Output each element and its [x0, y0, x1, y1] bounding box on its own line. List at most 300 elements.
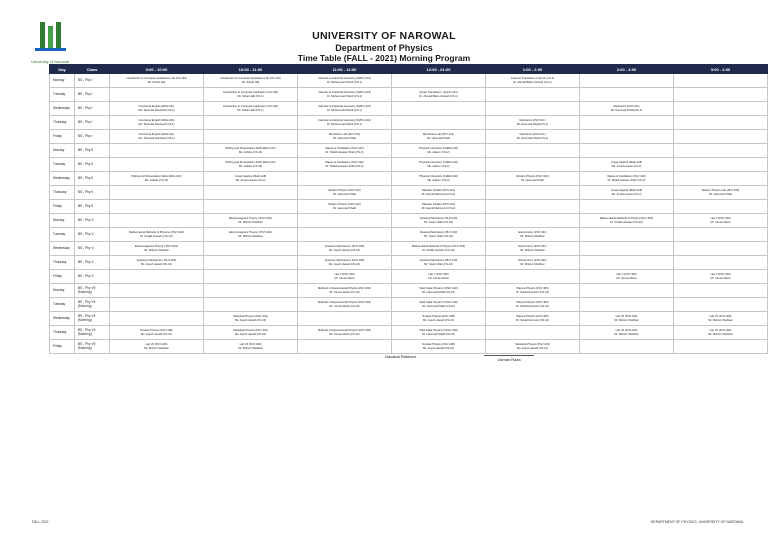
- slot-cell: [486, 270, 580, 284]
- slot-cell: [298, 158, 392, 172]
- course-name: Lab V (PHY-306): [710, 272, 731, 276]
- instructor-name: Mr. Mohsin Shahbaz: [238, 346, 263, 350]
- course-name: Pakistan Studies (PKS-101): [421, 202, 456, 206]
- slot-cell: [392, 228, 486, 242]
- slot-cell: [486, 74, 580, 88]
- course-name: Lessons Translation of Quran (LS-1): [510, 76, 555, 80]
- slot-cell: [110, 102, 204, 116]
- instructor-name: Ms. Amara Anees (CS-2): [611, 164, 642, 168]
- slot-cell: [204, 326, 298, 340]
- slot-cell: [392, 242, 486, 256]
- slot-cell: [392, 130, 486, 144]
- table-row: [50, 200, 768, 214]
- slot-cell: [486, 214, 580, 228]
- course-name: Lab VII (PHY-409): [615, 314, 638, 318]
- slot-cell: [298, 144, 392, 158]
- slot-cell: [392, 158, 486, 172]
- slot-cell: [298, 186, 392, 200]
- instructor-name: Ms. Asbiha (CS-16): [238, 150, 263, 154]
- slot-cell: [298, 130, 392, 144]
- slot-cell: [204, 172, 298, 186]
- instructor-name: Ms. Asbiha (CS-16): [144, 178, 169, 182]
- instructor-name: Ms. Adeem (CS-2): [427, 150, 450, 154]
- slot-cell: [674, 74, 768, 88]
- slot-cell: [298, 270, 392, 284]
- course-name: Pakistan Studies (PKS-101): [421, 188, 456, 192]
- class-cell: BS - Phy II: [75, 144, 110, 158]
- slot-cell: [580, 158, 674, 172]
- slot-cell: [110, 298, 204, 312]
- course-name: Mechanics (PHY-101): [613, 104, 640, 108]
- instructor-name: Mr. Mohsin Shahbaz: [144, 346, 169, 350]
- slot-cell: [392, 144, 486, 158]
- slot-cell: [298, 102, 392, 116]
- slot-cell: [486, 340, 580, 354]
- instructor-name: Dr. Khalid Hussain (CS-16): [140, 234, 173, 238]
- slot-cell: [580, 270, 674, 284]
- slot-cell: [486, 88, 580, 102]
- column-header: Class: [75, 65, 110, 74]
- slot-cell: [674, 256, 768, 270]
- slot-cell: [110, 74, 204, 88]
- course-name: Waves & Oscillations (PHY-102): [325, 146, 364, 150]
- slot-cell: [298, 284, 392, 298]
- instructor-name: Dr. Khalid Hussain (CS-16): [610, 220, 643, 224]
- slot-cell: [486, 298, 580, 312]
- course-name: Lab V (PHY-306): [710, 216, 731, 220]
- slot-cell: [204, 102, 298, 116]
- slot-cell: [298, 172, 392, 186]
- instructor-name: Ms. Adeem (CS-2): [427, 178, 450, 182]
- class-cell: BS - Phy V: [75, 242, 110, 256]
- course-name: Linear Algebra (Math-128): [610, 188, 643, 192]
- slot-cell: [486, 228, 580, 242]
- slot-cell: [204, 256, 298, 270]
- slot-cell: [486, 186, 580, 200]
- slot-cell: [486, 242, 580, 256]
- instructor-name: Mr. Sohail Jalil (CS-1): [237, 108, 264, 112]
- day-cell: Tuesday: [50, 298, 75, 312]
- slot-cell: [204, 298, 298, 312]
- instructor-name: Ms. Ayesh Javaid (CS-16): [328, 262, 361, 266]
- footer-left: FALL 2021: [32, 520, 49, 524]
- slot-cell: [580, 144, 674, 158]
- slot-cell: [204, 284, 298, 298]
- course-name: Physical Chemistry (CHEM-102): [419, 160, 458, 164]
- course-name: Electromagnetic Theory-I (PHY-301): [134, 244, 179, 248]
- timetable-title: Time Table (FALL - 2021) Morning Program: [297, 53, 471, 63]
- signature-left: Nazakat Rabbani: [385, 354, 416, 359]
- slot-cell: [580, 116, 674, 130]
- slot-cell: [392, 214, 486, 228]
- course-name: Solid State Physics-II (PHY-402): [419, 300, 458, 304]
- column-header: 3:00 - 4:00: [674, 65, 768, 74]
- table-row: [50, 312, 768, 326]
- slot-cell: [580, 130, 674, 144]
- slot-cell: [110, 326, 204, 340]
- class-cell: BS - Phy V: [75, 270, 110, 284]
- slot-cell: [204, 186, 298, 200]
- instructor-name: Mr. Hammad Khalil (CS-1): [610, 108, 643, 112]
- course-name: Electronics-I (PHY-331): [518, 230, 547, 234]
- course-name: Mathematical Methods of Physics (PHY-304): [599, 216, 654, 220]
- slot-cell: [674, 186, 768, 200]
- slot-cell: [486, 284, 580, 298]
- day-cell: Friday: [50, 340, 75, 354]
- course-name: Quantum Mechanics-I (PHY-305): [324, 258, 365, 262]
- instructor-name: Mr. Mohsin Shahbaz: [708, 332, 733, 336]
- slot-cell: [486, 256, 580, 270]
- slot-cell: [392, 102, 486, 116]
- slot-cell: [298, 88, 392, 102]
- slot-cell: [674, 242, 768, 256]
- slot-cell: [674, 172, 768, 186]
- slot-cell: [674, 158, 768, 172]
- course-name: Calculus & Analytical Geometry (MATH-101): [318, 76, 371, 80]
- course-name: Writing and Presentation Skills (ENG-102): [225, 146, 276, 150]
- class-cell: BS - Phy I: [75, 88, 110, 102]
- class-cell: BS - Phy VII (Morning): [75, 312, 110, 326]
- slot-cell: [110, 242, 204, 256]
- instructor-name: Mr. Mohsin Shahbaz: [144, 248, 169, 252]
- table-row: [50, 130, 768, 144]
- day-cell: Monday: [50, 284, 75, 298]
- slot-cell: [110, 228, 204, 242]
- day-cell: Thursday: [50, 326, 75, 340]
- column-header: 10:00 - 11:00: [204, 65, 298, 74]
- instructor-name: Ms. Amara Anees (CS-2): [235, 178, 266, 182]
- slot-cell: [204, 116, 298, 130]
- course-name: Quran Translation I (Quran-101): [419, 90, 458, 94]
- course-name: Functional English (ENG-101): [138, 132, 175, 136]
- slot-cell: [486, 172, 580, 186]
- slot-cell: [110, 172, 204, 186]
- course-name: Writing and Presentation Skills (ENG-102): [225, 160, 276, 164]
- instructor-name: Mr. Mohsin Shahbaz: [614, 318, 639, 322]
- course-name: Methods of Experimental Physics (PHY-402): [318, 328, 371, 332]
- course-name: Mathematical Methods of Physics-I (PHY-304): [129, 230, 184, 234]
- slot-cell: [486, 158, 580, 172]
- slot-cell: [674, 340, 768, 354]
- day-cell: Monday: [50, 74, 75, 88]
- day-cell: Tuesday: [50, 88, 75, 102]
- instructor-name: Mr. Mohsin Shahbaz: [238, 220, 263, 224]
- instructor-name: Ms. Ayesh Javaid (CS-16): [234, 318, 267, 322]
- day-cell: Friday: [50, 130, 75, 144]
- course-name: Waves & Oscillations (PHY-102): [325, 160, 364, 164]
- slot-cell: [298, 242, 392, 256]
- slot-cell: [392, 284, 486, 298]
- slot-cell: [486, 326, 580, 340]
- table-row: [50, 270, 768, 284]
- slot-cell: [298, 312, 392, 326]
- course-name: Modern Physics Lab (PHY-106): [701, 188, 740, 192]
- slot-cell: [580, 172, 674, 186]
- timetable-header-row: [50, 65, 768, 74]
- slot-cell: [298, 340, 392, 354]
- course-name: Electromagnetic Theory-I (PHY-301): [228, 230, 273, 234]
- class-cell: BS - Phy VII (Morning): [75, 284, 110, 298]
- class-cell: BS - Phy VII (Morning): [75, 326, 110, 340]
- slot-cell: [392, 312, 486, 326]
- course-name: Plasma Physics (PHY-405): [516, 314, 549, 318]
- slot-cell: [580, 88, 674, 102]
- slot-cell: [110, 158, 204, 172]
- slot-cell: [110, 256, 204, 270]
- instructor-name: Dr. Ahmad Bilal ul Hamid (CS-1): [513, 80, 552, 84]
- instructor-name: Mr. Hammad Khalil (CS-1): [516, 122, 549, 126]
- class-cell: BS - Phy I: [75, 102, 110, 116]
- day-cell: Monday: [50, 144, 75, 158]
- instructor-name: Mr. Usman Raza (CS-16): [329, 332, 360, 336]
- instructor-name: Mr. Usman Raza (CS-16): [329, 290, 360, 294]
- instructor-name: Ms. Ayesh Javaid (CS-16): [234, 332, 267, 336]
- instructor-name: Ms. Ayesh Javaid (CS-16): [422, 318, 455, 322]
- class-cell: BS - Phy I: [75, 116, 110, 130]
- slot-cell: [674, 270, 768, 284]
- table-row: [50, 158, 768, 172]
- slot-cell: [674, 214, 768, 228]
- slot-cell: [674, 130, 768, 144]
- slot-cell: [580, 256, 674, 270]
- instructor-name: Dr. Khalid Hussain (CS-16): [422, 248, 455, 252]
- course-name: Lab VII (PHY-409): [145, 342, 168, 346]
- slot-cell: [110, 270, 204, 284]
- instructor-name: Dr. Sohail Kazmani (CS-16): [515, 304, 549, 308]
- slot-cell: [580, 228, 674, 242]
- department-title: Department of Physics: [335, 43, 433, 53]
- class-cell: BS - Phy I: [75, 130, 110, 144]
- course-name: Mechanics (PHY-101): [519, 132, 546, 136]
- slot-cell: [298, 298, 392, 312]
- day-cell: Wednesday: [50, 312, 75, 326]
- slot-cell: [392, 88, 486, 102]
- instructor-name: Dr. Ahmad Bilal ul Hamid (CS-1): [419, 94, 458, 98]
- slot-cell: [580, 102, 674, 116]
- instructor-name: Dr. Muhammad Sharif (CS-1): [327, 80, 362, 84]
- slot-cell: [204, 340, 298, 354]
- course-name: Classical Mechanics (PHY-310): [419, 230, 458, 234]
- course-name: Physical Chemistry (CHEM-102): [419, 146, 458, 150]
- slot-cell: [580, 214, 674, 228]
- course-name: Solid State Physics-II (PHY-402): [419, 286, 458, 290]
- course-name: Solid State Physics-II (PHY-402): [419, 328, 458, 332]
- course-name: Mathematical Methods of Physics (PHY-304): [411, 244, 466, 248]
- slot-cell: [204, 228, 298, 242]
- slot-cell: [204, 130, 298, 144]
- table-row: [50, 228, 768, 242]
- instructor-name: Ms. Ayesh Javaid (CS-16): [328, 248, 361, 252]
- course-name: Electromagnetic Theory-I (PHY-301): [228, 216, 273, 220]
- course-name: Mechanics Lab (PHY-101): [422, 132, 455, 136]
- instructor-name: Mr. Mohsin Shahbaz: [520, 248, 545, 252]
- slot-cell: [298, 256, 392, 270]
- instructor-name: Mr. Mohsin Shahbaz: [708, 318, 733, 322]
- instructor-name: Mr. Usman Raza (CS-16): [329, 304, 360, 308]
- instructor-name: Dr. Muhammad Sharif (CS-1): [327, 94, 362, 98]
- slot-cell: [204, 200, 298, 214]
- slot-cell: [486, 200, 580, 214]
- instructor-name: Mr. Hammad Khalil: [427, 136, 450, 140]
- instructor-name: Mr. Hammad Khalil (CS-16): [422, 332, 455, 336]
- instructor-name: Mr. Yassir Ullah (CS-16): [424, 234, 453, 238]
- slot-cell: [674, 88, 768, 102]
- instructor-name: Mr. Hamid Mehmood (CS-2): [421, 206, 456, 210]
- course-name: Linear Algebra (Math-128): [610, 160, 643, 164]
- slot-cell: [580, 298, 674, 312]
- course-name: Lab V (PHY-306): [334, 272, 355, 276]
- slot-cell: [392, 326, 486, 340]
- table-row: [50, 186, 768, 200]
- course-name: Classical Mechanics (PHY-310): [419, 216, 458, 220]
- slot-cell: [580, 312, 674, 326]
- slot-cell: [110, 284, 204, 298]
- university-title: UNIVERSITY OF NAROWAL: [312, 30, 456, 42]
- class-cell: BS - Phy V: [75, 214, 110, 228]
- day-cell: Friday: [50, 270, 75, 284]
- course-name: Statistical Physics (PHY-401): [233, 314, 268, 318]
- column-header: 2:00 - 3:00: [580, 65, 674, 74]
- column-header: 1:00 - 2:00: [486, 65, 580, 74]
- instructor-name: Mr. Mohsin Shahbaz: [614, 332, 639, 336]
- slot-cell: [580, 340, 674, 354]
- slot-cell: [486, 312, 580, 326]
- course-name: Calculus & Analytical Geometry (MATH-101): [318, 90, 371, 94]
- table-row: [50, 172, 768, 186]
- course-name: Modern Physics (PHY-102): [516, 174, 549, 178]
- slot-cell: [486, 102, 580, 116]
- instructor-name: Dr. Khalid Hussain Shah (CS-2): [325, 150, 364, 154]
- class-cell: BS - Phy II: [75, 200, 110, 214]
- column-header: 12:00 - 01:00: [392, 65, 486, 74]
- slot-cell: [580, 186, 674, 200]
- slot-cell: [674, 102, 768, 116]
- instructor-name: Mr. Sohail Jalil (CS-1): [237, 94, 264, 98]
- slot-cell: [298, 200, 392, 214]
- slot-cell: [298, 74, 392, 88]
- slot-cell: [110, 200, 204, 214]
- instructor-name: Ms. Tanzeela Rasheed (CS-1): [138, 108, 175, 112]
- instructor-name: Mr. Usman Raza: [334, 276, 355, 280]
- course-name: Introduction to Computer Application (CS-130): [223, 104, 278, 108]
- slot-cell: [298, 116, 392, 130]
- instructor-name: Ms. Adeem (CS-2): [427, 164, 450, 168]
- slot-cell: [392, 340, 486, 354]
- instructor-name: Mr. Mohsin Shahbaz: [238, 234, 263, 238]
- slot-cell: [674, 116, 768, 130]
- slot-cell: [580, 242, 674, 256]
- course-name: Electronics-I (PHY-331): [518, 244, 547, 248]
- slot-cell: [204, 242, 298, 256]
- course-name: Plasma Physics (PHY-405): [516, 300, 549, 304]
- instructor-name: Mr. Hammad Khalil: [521, 178, 544, 182]
- table-row: [50, 284, 768, 298]
- timetable: [49, 64, 768, 354]
- course-name: Linear Algebra (Math-128): [234, 174, 267, 178]
- instructor-name: Dr. Sohail Kazmani (CS-16): [515, 290, 549, 294]
- day-cell: Tuesday: [50, 228, 75, 242]
- instructor-name: Mr. Mohsin Shahbaz: [520, 262, 545, 266]
- day-cell: Wednesday: [50, 172, 75, 186]
- slot-cell: [110, 130, 204, 144]
- day-cell: Tuesday: [50, 158, 75, 172]
- class-cell: BS - Phy V: [75, 256, 110, 270]
- course-name: Introduction to Computer Application (CS-130): [223, 90, 278, 94]
- instructor-name: Mr. Usman Raza: [710, 276, 731, 280]
- course-name: Modern Physics (PHY-102): [328, 188, 361, 192]
- day-cell: Thursday: [50, 116, 75, 130]
- instructor-name: Ms. Tanzeela Rasheed (CS-1): [138, 136, 175, 140]
- instructor-name: Mr. Usman Raza: [710, 220, 731, 224]
- course-name: Calculus & Analytical Geometry (MATH-101): [318, 104, 371, 108]
- slot-cell: [392, 74, 486, 88]
- instructor-name: Mr. Usman Raza: [428, 276, 449, 280]
- instructor-name: Dr. Sohail Kazmani (CS-16): [515, 318, 549, 322]
- signature-right: Usman Raza: [484, 355, 534, 362]
- course-name: Modern Physics (PHY-102): [328, 202, 361, 206]
- slot-cell: [392, 298, 486, 312]
- instructor-name: Mr. Usman Raza: [616, 276, 637, 280]
- table-row: [50, 74, 768, 88]
- instructor-name: Mr. Mohsin Shahbaz: [520, 234, 545, 238]
- slot-cell: [674, 228, 768, 242]
- day-cell: Wednesday: [50, 102, 75, 116]
- table-row: [50, 214, 768, 228]
- slot-cell: [204, 144, 298, 158]
- slot-cell: [392, 270, 486, 284]
- slot-cell: [298, 214, 392, 228]
- instructor-name: Mr. Sohail Jalil: [241, 80, 260, 84]
- class-cell: BS - Phy VII (Morning): [75, 298, 110, 312]
- course-name: Lab VII (PHY-409): [709, 314, 732, 318]
- table-row: [50, 326, 768, 340]
- day-cell: Friday: [50, 200, 75, 214]
- course-name: Physical Chemistry (CHEM-102): [419, 174, 458, 178]
- table-row: [50, 102, 768, 116]
- slot-cell: [674, 298, 768, 312]
- class-cell: BS - Phy II: [75, 186, 110, 200]
- slot-cell: [392, 186, 486, 200]
- slot-cell: [110, 116, 204, 130]
- instructor-name: Mr. Hammad Khalil: [333, 192, 356, 196]
- day-cell: Thursday: [50, 186, 75, 200]
- slot-cell: [580, 74, 674, 88]
- course-name: Lab V (PHY-306): [428, 272, 449, 276]
- slot-cell: [486, 116, 580, 130]
- column-header: 11:00 - 12:00: [298, 65, 392, 74]
- slot-cell: [298, 228, 392, 242]
- instructor-name: Dr. Muhammad Sharif (CS-1): [327, 122, 362, 126]
- slot-cell: [392, 256, 486, 270]
- slot-cell: [204, 88, 298, 102]
- instructor-name: Ms. Ayesh Javaid (CS-16): [516, 346, 549, 350]
- course-name: Methods of Experimental Physics (PHY-402): [318, 286, 371, 290]
- instructor-name: Ms. Ayesh Javaid (CS-16): [422, 346, 455, 350]
- course-name: Quantum Mechanics-I (PHY-305): [324, 244, 365, 248]
- instructor-name: Mr. Hamid Mehmood (CS-2): [421, 192, 456, 196]
- course-name: Calculus & Analytical Geometry (MATH-101): [318, 118, 371, 122]
- slot-cell: [204, 158, 298, 172]
- slot-cell: [486, 144, 580, 158]
- slot-cell: [204, 74, 298, 88]
- instructor-name: Dr. Khalid Hussain Shah (CS-2): [607, 178, 646, 182]
- table-row: [50, 256, 768, 270]
- slot-cell: [110, 186, 204, 200]
- course-name: Functional English (ENG-101): [138, 104, 175, 108]
- slot-cell: [674, 284, 768, 298]
- slot-cell: [204, 312, 298, 326]
- course-name: Lab V (PHY-306): [616, 272, 637, 276]
